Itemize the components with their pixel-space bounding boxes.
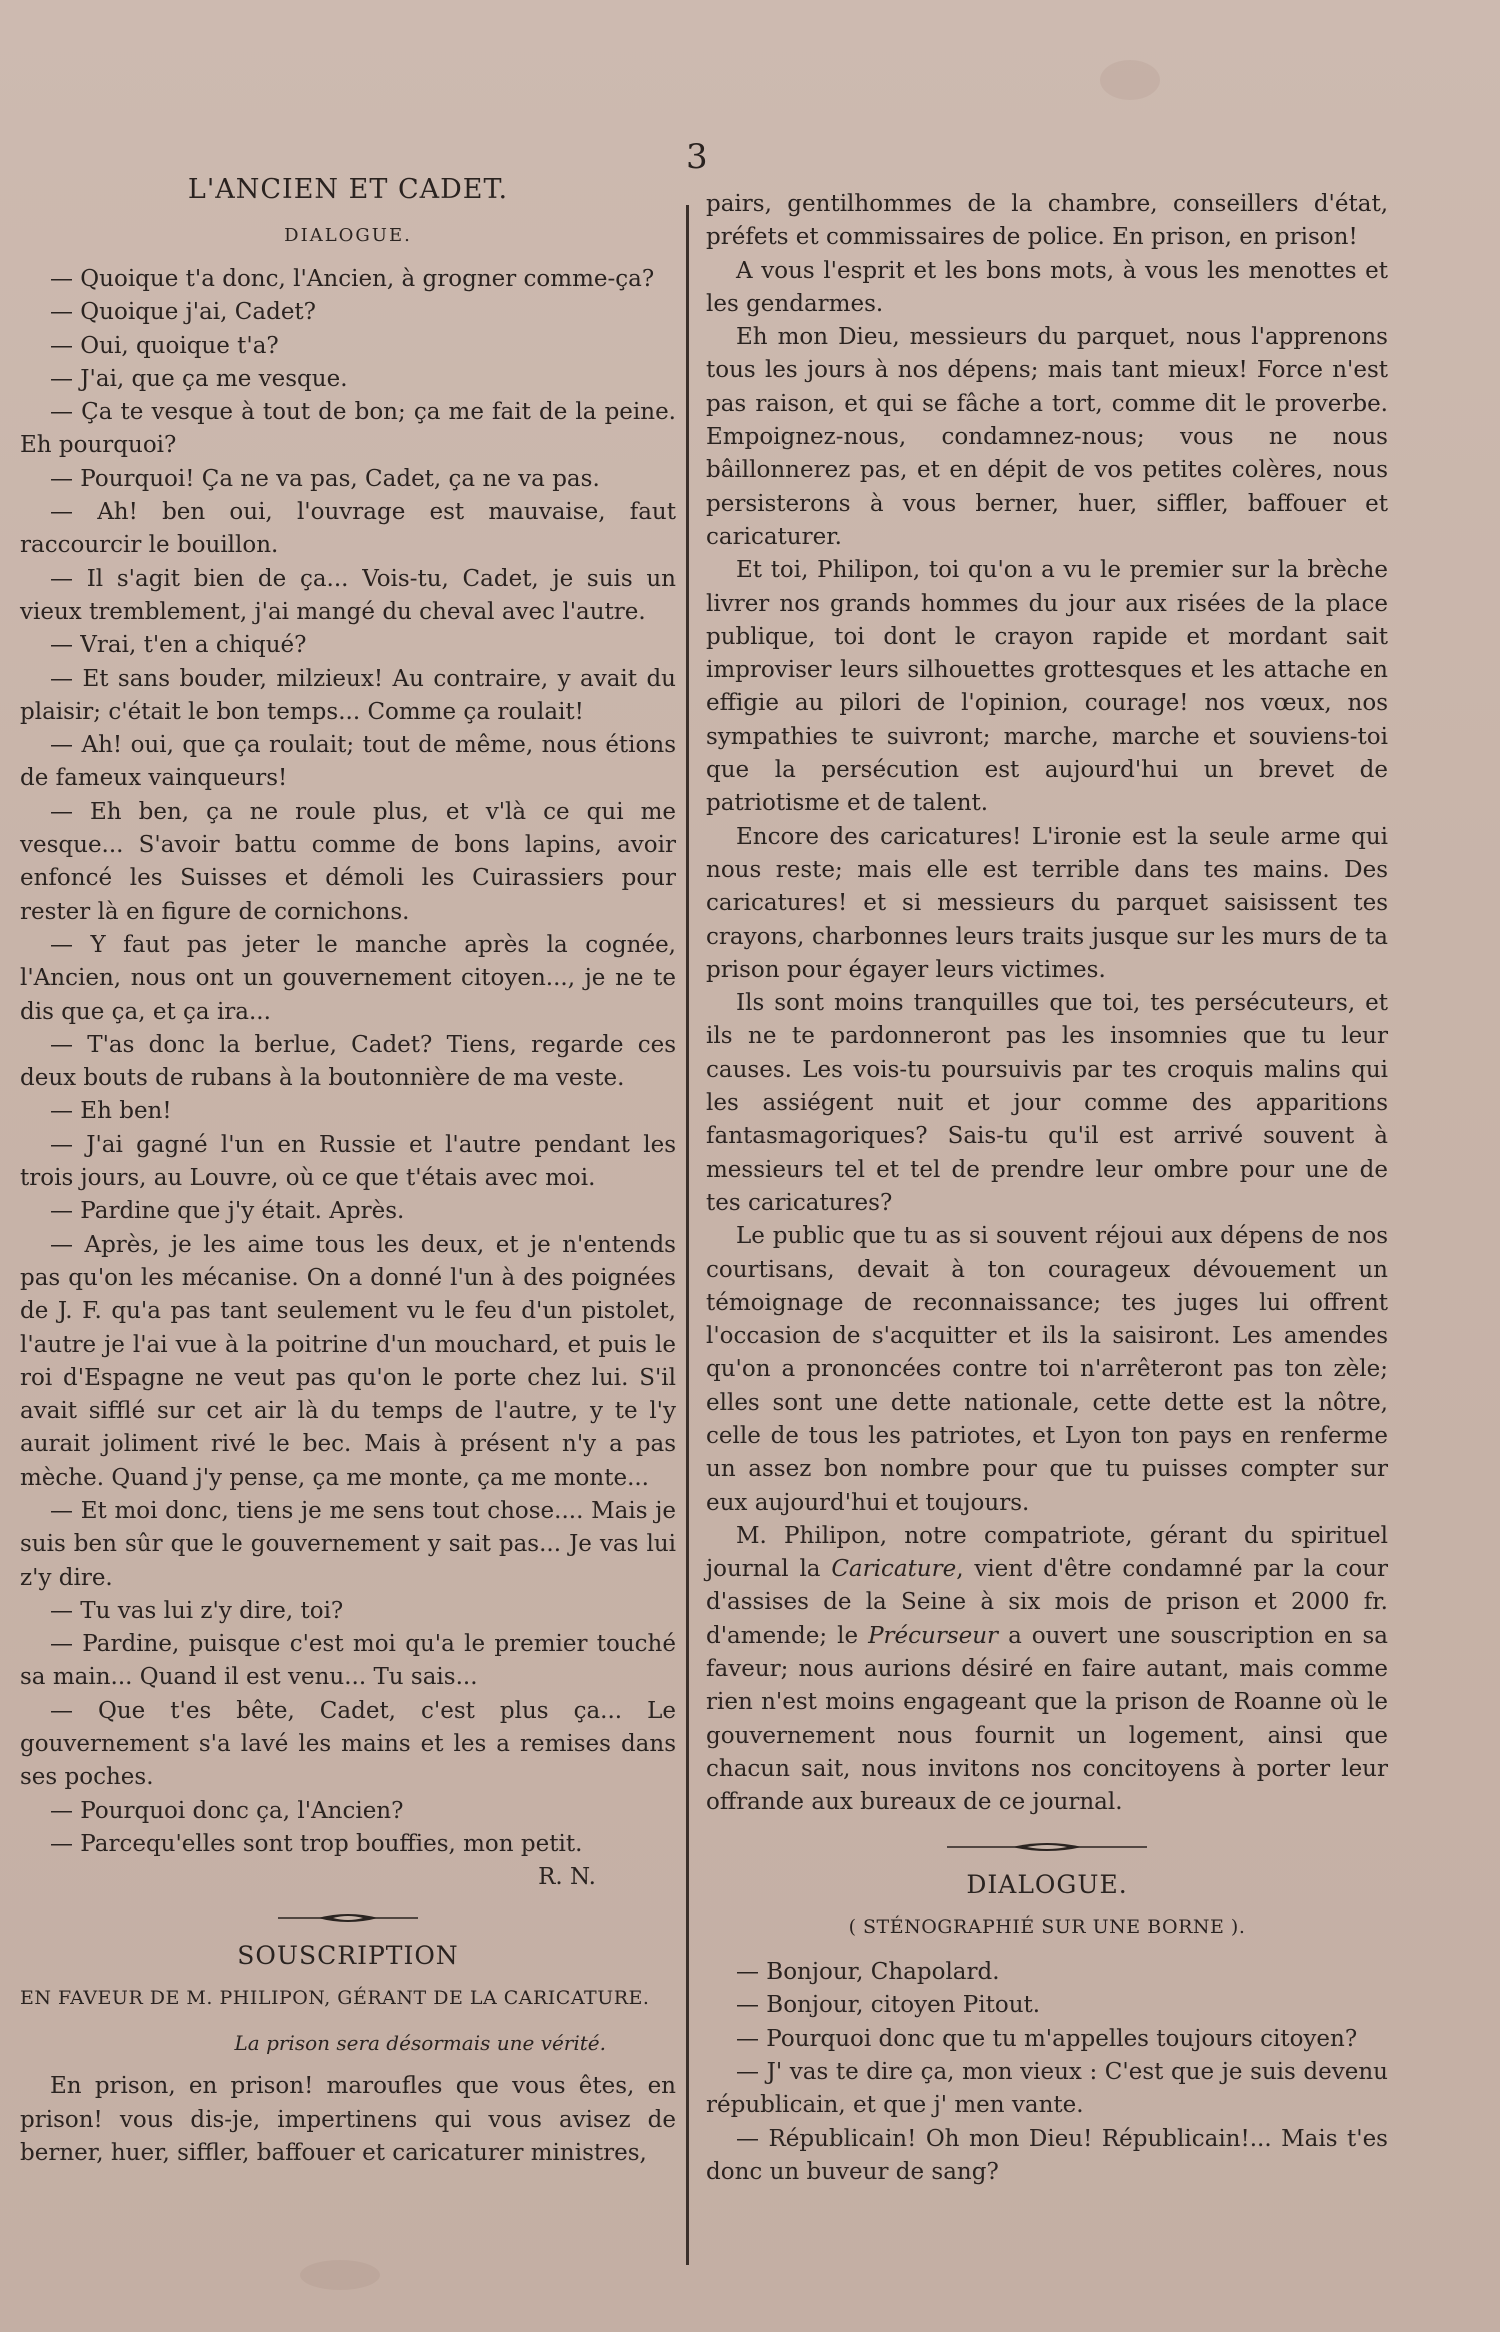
dialogue-line: — Ah! oui, que ça roulait; tout de même, nous étions de fameux vainqueurs! (20, 732, 676, 792)
dialogue-block (706, 1956, 1388, 2189)
dialogue-line: — Parcequ'elles sont trop bouffies, mon petit. (50, 1830, 583, 1857)
dialogue-line: — Eh ben! (50, 1098, 172, 1125)
paragraph: Le public que tu as si souvent réjoui aux dépens de nos courtisans, devait à ton courageux dévouement un témoignage de reconnaissance; tes juges lui offrent l'occasion de s'acquitter et ils la saisiront. Les amendes qu'on a prononcées contre toi n'arrêteront pas ton zèle; elles sont une dette nationale, cette dette est la nôtre, celle de tous les patriotes, et Lyon ton pays en renferme un assez bon nombre pour que tu puisses compter sur eux aujourd'hui et toujours. (706, 1223, 1388, 1516)
paper-stain (300, 2260, 380, 2290)
epigraph: La prison sera désormais une vérité. (234, 2031, 606, 2056)
dialogue-line: — Républicain! Oh mon Dieu! Républicain!... Mais t'es donc un buveur de sang? (706, 2125, 1388, 2185)
ornament-icon (947, 1840, 1147, 1854)
text-run: , vient d'être condamné par la cour d'assises de la Seine à six mois de prison et 2000 fr. d'amende; le (706, 1556, 1389, 1649)
signature: R. N. (538, 1864, 596, 1891)
dialogue-line: — Il s'agit bien de ça... Vois-tu, Cadet, je suis un vieux tremblement, j'ai mangé du cheval avec l'autre. (20, 565, 676, 625)
journal-name: Précurseur (868, 1622, 999, 1649)
paragraph: Ils sont moins tranquilles que toi, tes persécuteurs, et ils ne te pardonneront pas les insomnies que tu leur causes. Les vois-tu poursuivis par tes croquis malins qui les assiégent nuit et jour comme des apparitions fantasmagoriques? Sais-tu qu'il est arrivé souvent à messieurs tel et tel de prendre leur ombre pour une de tes caricatures? (706, 990, 1388, 1216)
paragraph: A vous l'esprit et les bons mots, à vous les menottes et les gendarmes. (706, 257, 1388, 317)
dialogue-line: — J'ai, que ça me vesque. (50, 365, 348, 392)
dialogue-line: — Bonjour, Chapolard. (736, 1959, 1000, 1986)
dialogue-line: — Tu vas lui z'y dire, toi? (50, 1597, 344, 1624)
journal-name: Caricature (831, 1556, 957, 1583)
text-run: M. Philipon, notre compatriote, gérant du spirituel journal la (706, 1522, 1388, 1583)
dialogue-line: — Quoique t'a donc, l'Ancien, à grogner comme-ça? (50, 266, 655, 292)
announcement-paragraph (706, 1520, 1388, 1820)
ornament-icon (278, 1911, 418, 1925)
column-rule (686, 205, 689, 2265)
text-run: a ouvert une souscription en sa faveur; nous aurions désiré en faire autant, mais comme rien n'est moins engageant que la prison de Roanne où le gouvernement nous fournit un logement, ainsi que chacun sait, nous invitons nos concitoyens à porter leur offrande aux bureaux de ce journal. (706, 1622, 1388, 1816)
dialogue-line: — Pourquoi donc que tu m'appelles toujours citoyen? (736, 2025, 1358, 2052)
right-column (706, 188, 1388, 2189)
ornament-separator (706, 1838, 1388, 1856)
souscription-paragraph: En prison, en prison! maroufles que vous êtes, en prison! vous dis-je, impertinens qui vous avisez de berner, huer, siffler, baffouer et caricaturer ministres, (20, 2073, 676, 2167)
dialogue-line: — Et sans bouder, milzieux! Au contraire, y avait du plaisir; c'était le bon temps... Comme ça roulait! (20, 665, 676, 725)
dialogue-line: — T'as donc la berlue, Cadet? Tiens, regarde ces deux bouts de rubans à la boutonnière de ma veste. (20, 1031, 676, 1092)
dialogue-line: — Que t'es bête, Cadet, c'est plus ça... Le gouvernement s'a lavé les mains et les a remises dans ses poches. (20, 1697, 676, 1791)
dialogue-line: — J' vas te dire ça, mon vieux : C'est que je suis devenu républicain, et que j' men vante. (706, 2059, 1388, 2119)
dialogue-line: — J'ai gagné l'un en Russie et l'autre pendant les trois jours, au Louvre, où ce que t'étais avec moi. (20, 1131, 676, 1192)
souscription-title: SOUSCRIPTION (237, 1940, 459, 1970)
dialogue-line: — Pardine, puisque c'est moi qu'a le premier touché sa main... Quand il est venu... Tu sais... (20, 1631, 676, 1691)
paragraph: Encore des caricatures! L'ironie est la seule arme qui nous reste; mais elle est terrible dans tes mains. Des caricatures! et si messieurs du parquet saisissent tes crayons, charbonnes leurs traits jusque sur les murs de ta prison pour égayer leurs victimes. (706, 823, 1388, 983)
dialogue-line: — Eh ben, ça ne roule plus, et v'là ce qui me vesque... S'avoir battu comme de bons lapins, avoir enfoncé les Suisses et démoli les Cuirassiers pour rester là en figure de cornichons. (20, 798, 676, 925)
paragraph: Eh mon Dieu, messieurs du parquet, nous l'apprenons tous les jours à nos dépens; mais tant mieux! Force n'est pas raison, et qui se fâche a tort, comme dit le proverbe. Empoignez-nous, condamnez-nous; vous ne nous bâillonnerez pas, et en dépit de vos petites colères, nous persisterons à vous berner, huer, siffler, baffouer et caricaturer. (706, 324, 1388, 550)
ornament-separator (20, 1909, 676, 1927)
dialogue-line: — Pardine que j'y était. Après. (50, 1198, 405, 1225)
dialogue-line: — Ça te vesque à tout de bon; ça me fait de la peine. Eh pourquoi? (20, 399, 676, 459)
dialogue-line: — Et moi donc, tiens je me sens tout chose.... Mais je suis ben sûr que le gouvernement y sait pas... Je vas lui z'y dire. (20, 1497, 676, 1591)
article-title: L'ANCIEN ET CADET. (187, 174, 509, 205)
dialogue-line: — Bonjour, citoyen Pitout. (736, 1992, 1041, 2019)
dialogue-block (20, 263, 676, 1861)
dialogue-line: — Y faut pas jeter le manche après la cognée, l'Ancien, nous ont un gouvernement citoyen..., je ne te dis que ça, et ça ira... (20, 931, 676, 1025)
paragraph: pairs, gentilhommes de la chambre, conseillers d'état, préfets et commissaires de police. En prison, en prison! (706, 191, 1388, 251)
paper-stain (1100, 60, 1160, 100)
left-column (20, 175, 676, 2170)
paragraph: Et toi, Philipon, toi qu'on a vu le premier sur la brèche livrer nos grands hommes du jour aux risées de la place publique, toi dont le crayon rapide et mordant sait improviser leurs silhouettes grottesques et les attache en effigie au pilori de l'opinion, courage! nos vœux, nos sympathies te suivront; marche, marche et souviens-toi que la persécution est aujourd'hui un brevet de patriotisme et de talent. (706, 557, 1388, 817)
dialogue-line: — Après, je les aime tous les deux, et je n'entends pas qu'on les mécanise. On a donné l'un à des poignées de J. F. qu'a pas tant seulement vu le feu d'un pistolet, l'autre je l'ai vue à la poitrine d'un mouchard, et puis le roi d'Espagne ne veut pas qu'on le porte chez lui. S'il avait sifflé sur cet air là du temps de l'autre, y te l'y aurait joliment rivé le bec. Mais à présent n'y a pas mèche. Quand j'y pense, ça me monte, ça me monte... (20, 1231, 676, 1491)
page-number: 3 (686, 137, 708, 177)
dialogue-line: — Quoique j'ai, Cadet? (50, 299, 317, 326)
article-subtitle: DIALOGUE. (284, 225, 412, 246)
dialogue-title: DIALOGUE. (966, 1869, 1128, 1899)
dialogue-line: — Ah! ben oui, l'ouvrage est mauvaise, faut raccourcir le bouillon. (20, 499, 676, 559)
dialogue-line: — Pourquoi donc ça, l'Ancien? (50, 1797, 404, 1824)
dialogue-line: — Vrai, t'en a chiqué? (50, 632, 307, 659)
dialogue-line: — Oui, quoique t'a? (50, 332, 279, 359)
souscription-subhead: EN FAVEUR DE M. PHILIPON, GÉRANT DE LA CARICATURE. (20, 1986, 650, 2009)
dialogue-subhead: ( STÉNOGRAPHIÉ SUR UNE BORNE ). (848, 1915, 1246, 1938)
dialogue-line: — Pourquoi! Ça ne va pas, Cadet, ça ne va pas. (50, 465, 600, 492)
